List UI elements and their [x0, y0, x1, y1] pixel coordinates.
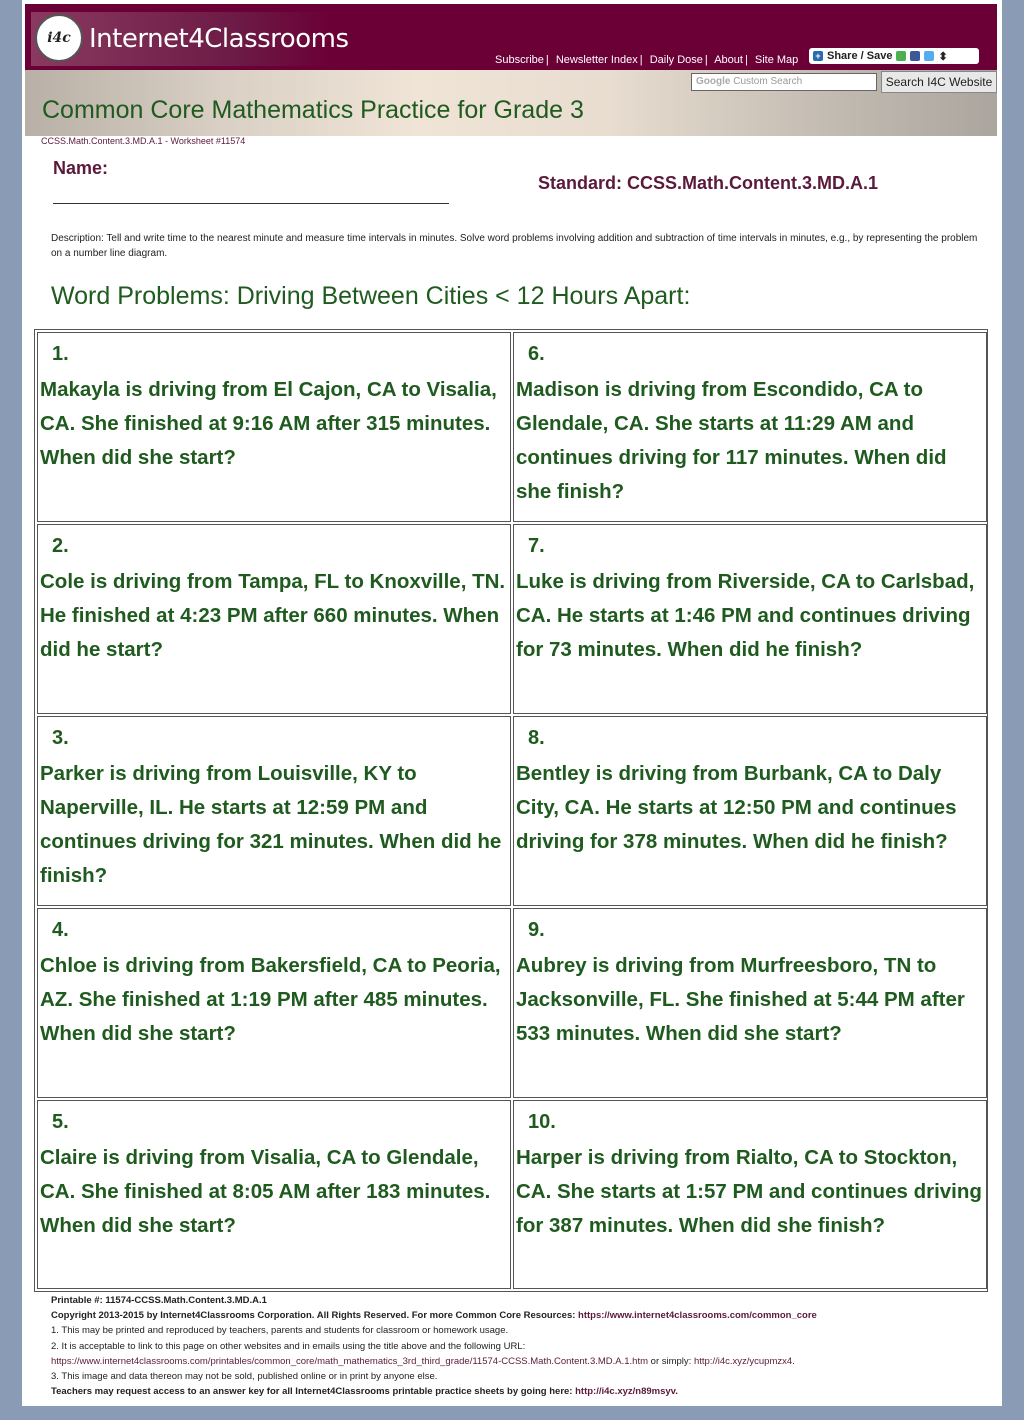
problem-number: 9. [528, 919, 545, 941]
problem-cell [513, 716, 987, 906]
facebook-icon [910, 51, 920, 61]
problem-text: Luke is driving from Riverside, CA to Carlsbad, CA. He starts at 1:46 PM and continues driving for 73 minutes. When did he finish? [516, 570, 975, 661]
problem-cell [37, 332, 511, 522]
section-title: Word Problems: Driving Between Cities < 12 Hours Apart: [51, 282, 691, 310]
problem-number: 7. [528, 535, 545, 557]
problem-cell [37, 716, 511, 906]
problem-grid [34, 329, 988, 1292]
problem-text: Aubrey is driving from Murfreesboro, TN to Jacksonville, FL. She finished at 5:44 PM after 533 minutes. When did she start? [516, 954, 965, 1045]
nav-separator: | [639, 54, 643, 66]
problem-number: 2. [52, 535, 69, 557]
usage-line-1: 1. This may be printed and reproduced by teachers, parents and students for classroom or homework usage. [51, 1325, 509, 1337]
answer-key-note [51, 1384, 991, 1399]
problem-number: 5. [52, 1111, 69, 1133]
top-navigation [495, 54, 798, 66]
problem-text: Madison is driving from Escondido, CA to Glendale, CA. She starts at 11:29 AM and continues driving for 117 minutes. When did she finish? [516, 378, 947, 503]
problem-number: 4. [52, 919, 69, 941]
worksheet-page [22, 0, 1002, 1406]
problem-text: Bentley is driving from Burbank, CA to Daly City, CA. He starts at 12:50 PM and continues driving for 378 minutes. When did he finish? [516, 762, 957, 853]
worksheet-id: CCSS.Math.Content.3.MD.A.1 - Worksheet #11574 [41, 136, 246, 146]
site-banner [25, 4, 997, 70]
search-input[interactable] [691, 73, 877, 91]
footer [51, 1293, 991, 1399]
share-save-button[interactable] [809, 48, 979, 64]
twitter-icon [924, 51, 934, 61]
problem-text: Claire is driving from Visalia, CA to Glendale, CA. She finished at 8:05 AM after 183 minutes. When did she start? [40, 1146, 491, 1237]
problem-text: Parker is driving from Louisville, KY to Naperville, IL. He starts at 12:59 PM and continues driving for 321 minutes. When did he finish? [40, 762, 502, 887]
share-save-label: Share / Save [827, 50, 893, 62]
nav-site-map[interactable]: Site Map [754, 54, 799, 66]
dropdown-arrow-icon: ⬍ [938, 50, 948, 63]
nav-separator: | [704, 54, 708, 66]
answer-key-link[interactable]: http://i4c.xyz/n89msyv [575, 1386, 676, 1398]
problem-number: 6. [528, 343, 545, 365]
short-link[interactable]: http://i4c.xyz/ycupmzx4 [693, 1355, 793, 1367]
nav-separator: | [545, 54, 549, 66]
url-period: . [792, 1355, 795, 1367]
answer-key-period: . [675, 1386, 678, 1398]
standard-label: Standard: CCSS.Math.Content.3.MD.A.1 [538, 173, 879, 193]
nav-subscribe[interactable]: Subscribe [495, 54, 544, 66]
problem-number: 1. [52, 343, 69, 365]
description: Description: Tell and write time to the nearest minute and measure time intervals in minutes. Solve word problems involving addition and subtraction of time intervals in minutes, e.g., by representing the problem on a number line diagram. [51, 233, 978, 259]
answer-key-text: Teachers may request access to an answer key for all Internet4Classrooms printable practice sheets by going here: [51, 1386, 576, 1398]
problem-text: Cole is driving from Tampa, FL to Knoxville, TN. He finished at 4:23 PM after 660 minutes. When did he start? [40, 570, 506, 661]
logo-text: Internet4Classrooms [89, 24, 349, 54]
share-plus-icon: + [813, 51, 823, 61]
nav-separator: | [744, 54, 748, 66]
problem-cell [37, 524, 511, 714]
worksheet-link[interactable]: https://www.internet4classrooms.com/printables/common_core/math_mathematics_3rd_third_grade/11574-CCSS.Math.Content.3.MD.A.1.htm [51, 1355, 649, 1367]
usage-url-line [51, 1354, 991, 1369]
or-simply: or simply: [648, 1355, 694, 1367]
share-email-icon [896, 51, 906, 61]
page-title: Common Core Mathematics Practice for Grade 3 [42, 96, 584, 124]
copyright-text: Copyright 2013-2015 by Internet4Classrooms Corporation. All Rights Reserved. For more Common Core Resources: [51, 1310, 579, 1322]
name-label: Name: [53, 158, 109, 178]
problem-cell [37, 908, 511, 1098]
search-button[interactable]: Search I4C Website [881, 71, 997, 93]
problem-number: 10. [528, 1111, 556, 1133]
problem-cell [513, 1100, 987, 1289]
problem-text: Harper is driving from Rialto, CA to Stockton, CA. She starts at 1:57 PM and continues driving for 387 minutes. When did she finish? [516, 1146, 982, 1237]
problem-cell [513, 524, 987, 714]
site-logo[interactable] [31, 12, 349, 66]
usage-line-2: 2. It is acceptable to link to this page on other websites and in emails using the title above and the following URL: [51, 1340, 526, 1352]
logo-badge-icon: i4c [35, 14, 83, 62]
problem-cell [513, 908, 987, 1098]
search-placeholder: Custom Search [733, 76, 803, 87]
problem-text: Makayla is driving from El Cajon, CA to Visalia, CA. She finished at 9:16 AM after 315 minutes. When did she start? [40, 378, 497, 469]
name-line [53, 203, 449, 204]
common-core-link[interactable]: https://www.internet4classrooms.com/common_core [578, 1310, 817, 1322]
problem-number: 8. [528, 727, 545, 749]
problem-cell [37, 1100, 511, 1289]
nav-about[interactable]: About [714, 54, 743, 66]
nav-daily-dose[interactable]: Daily Dose [649, 54, 703, 66]
problem-number: 3. [52, 727, 69, 749]
printable-number: Printable #: 11574-CCSS.Math.Content.3.MD.A.1 [51, 1295, 267, 1306]
nav-newsletter-index[interactable]: Newsletter Index [555, 54, 638, 66]
problem-text: Chloe is driving from Bakersfield, CA to Peoria, AZ. She finished at 1:19 PM after 485 minutes. When did she start? [40, 954, 501, 1045]
google-brand: Google [696, 76, 731, 87]
copyright [51, 1308, 991, 1323]
usage-line-3: 3. This image and data thereon may not be sold, published online or in print by anyone else. [51, 1371, 438, 1383]
hero-header [25, 70, 997, 136]
problem-cell [513, 332, 987, 522]
